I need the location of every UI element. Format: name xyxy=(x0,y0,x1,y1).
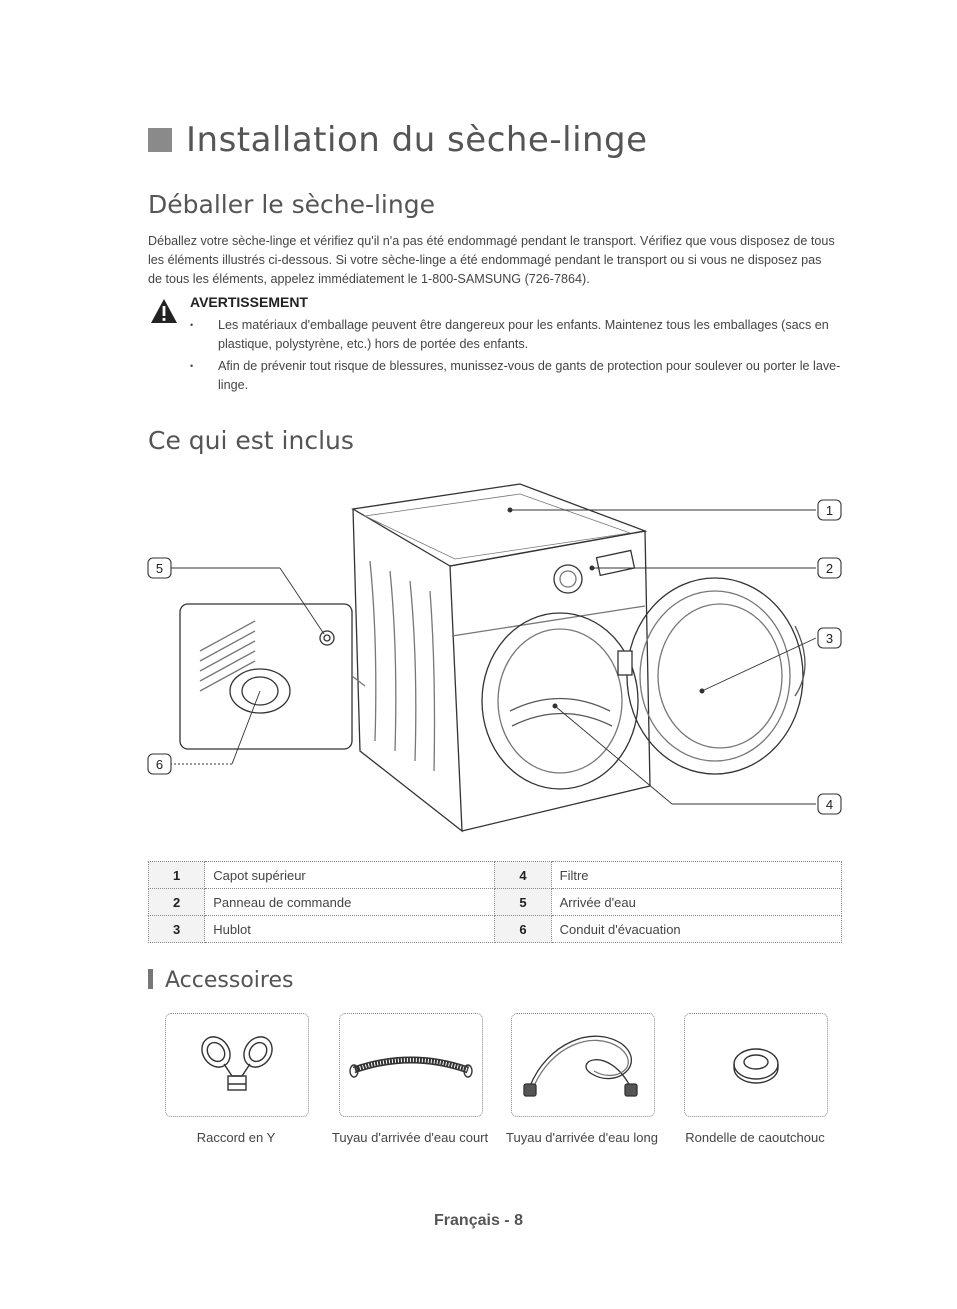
accessory-box xyxy=(511,1013,655,1117)
part-number: 1 xyxy=(149,862,205,889)
part-label: Arrivée d'eau xyxy=(551,889,841,916)
accessory-label: Tuyau d'arrivée d'eau long xyxy=(506,1130,658,1145)
title-square-icon xyxy=(148,128,172,152)
long-hose-icon xyxy=(512,1014,654,1116)
table-row xyxy=(149,889,842,916)
table-row xyxy=(149,916,842,943)
unpack-heading: Déballer le sèche-linge xyxy=(148,190,435,219)
accessory-box xyxy=(339,1013,483,1117)
part-number: 6 xyxy=(495,916,551,943)
warning-list xyxy=(204,316,844,398)
callout-label-1: 1 xyxy=(825,503,834,518)
warning-item: • Afin de prévenir tout risque de blessures, munissez-vous de gants de protection pour soulever ou porter le lave-linge. xyxy=(204,357,844,395)
callout-label-3: 3 xyxy=(825,631,834,646)
part-label: Capot supérieur xyxy=(205,862,495,889)
control-dial xyxy=(554,565,582,593)
heading-bar-icon xyxy=(148,969,153,989)
page-footer: Français - 8 xyxy=(434,1212,523,1229)
warning-icon xyxy=(150,298,178,324)
door-opening xyxy=(482,613,638,789)
accessories-heading: Accessoires xyxy=(148,968,293,993)
callout-label-5: 5 xyxy=(155,561,164,576)
accessory-label: Tuyau d'arrivée d'eau court xyxy=(331,1130,489,1145)
rubber-washer-icon xyxy=(685,1014,827,1116)
accessory-box xyxy=(684,1013,828,1117)
door-hublot xyxy=(627,578,803,774)
part-number: 5 xyxy=(495,889,551,916)
short-hose-icon xyxy=(340,1014,482,1116)
part-label: Conduit d'évacuation xyxy=(551,916,841,943)
y-connector-icon xyxy=(166,1014,308,1116)
part-label: Panneau de commande xyxy=(205,889,495,916)
warning-title: AVERTISSEMENT xyxy=(190,294,308,310)
part-number: 2 xyxy=(149,889,205,916)
callout-label-2: 2 xyxy=(825,561,834,576)
part-label: Filtre xyxy=(551,862,841,889)
part-number: 3 xyxy=(149,916,205,943)
accessory-label: Rondelle de caoutchouc xyxy=(685,1130,825,1145)
part-number: 4 xyxy=(495,862,551,889)
table-row xyxy=(149,862,842,889)
callout-label-4: 4 xyxy=(825,797,834,812)
dryer-side xyxy=(353,509,462,831)
unpack-paragraph: Déballez votre sèche-linge et vérifiez qu'il n'a pas été endommagé pendant le transport. Vérifiez que vous disposez de tous les éléments illustrés ci-dessous. Si votre sèche-linge a été endommagé pendant le transport ou si vous ne disposez pas de tous les éléments, appelez immédiatement le 1-800-SAMSUNG (726-7864). xyxy=(148,234,835,286)
parts-table xyxy=(148,861,842,943)
included-heading: Ce qui est inclus xyxy=(148,426,354,455)
warning-item: • Les matériaux d'emballage peuvent être dangereux pour les enfants. Maintenez tous les emballages (sacs en plastique, polystyrène, etc.) hors de portée des enfants. xyxy=(204,316,844,354)
accessory-label: Raccord en Y xyxy=(196,1130,276,1145)
water-inlet xyxy=(320,631,334,645)
dryer-top xyxy=(353,484,645,566)
page-title: Installation du sèche-linge xyxy=(148,120,648,160)
rear-inset xyxy=(180,604,352,749)
control-display xyxy=(597,550,635,575)
part-label: Hublot xyxy=(205,916,495,943)
accessory-box xyxy=(165,1013,309,1117)
callout-label-6: 6 xyxy=(155,757,164,772)
dryer-diagram xyxy=(140,476,850,846)
